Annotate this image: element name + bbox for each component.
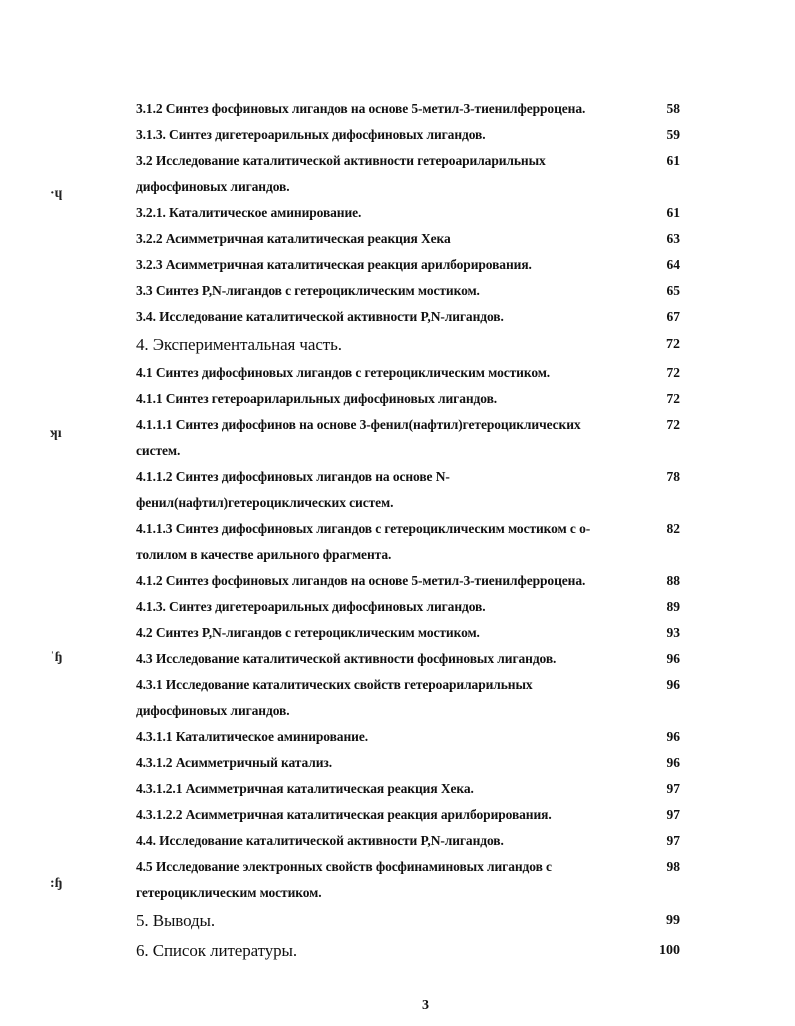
toc-entry-title: 6. Список литературы. <box>136 941 298 960</box>
toc-entry <box>136 122 680 148</box>
toc-entry <box>136 620 680 646</box>
scan-margin-mark: ʞı <box>50 426 62 441</box>
scan-margin-mark: ·ɥ <box>50 186 63 201</box>
toc-entry <box>136 516 680 568</box>
toc-entry-title: 3.2.3 Асимметричная каталитическая реакция арилборирования. <box>136 257 532 272</box>
toc-entry-page: 72 <box>666 365 680 380</box>
toc-entry-title: 3.3 Синтез P,N-лигандов с гетероциклическим мостиком. <box>136 283 480 298</box>
toc-entry-page: 61 <box>666 153 680 168</box>
toc-entry-page: 96 <box>666 651 680 666</box>
toc-entry-title: 4.3 Исследование каталитической активности фосфиновых лигандов. <box>136 651 557 666</box>
toc-entry-page: 96 <box>666 677 680 692</box>
toc-entry <box>136 412 680 464</box>
toc-entry-page: 58 <box>666 101 680 116</box>
toc-entry <box>136 568 680 594</box>
toc-entry-title: 4.1.1 Синтез гетероариларильных дифосфиновых лигандов. <box>136 391 498 406</box>
toc-entry-page: 98 <box>666 859 680 874</box>
scan-margin-mark: ˈɧ <box>50 650 63 665</box>
table-of-contents <box>136 96 680 966</box>
toc-entry-title: 3.2 Исследование каталитической активности гетероариларильных дифосфиновых лигандов. <box>136 153 546 194</box>
page-number: 3 <box>422 998 429 1013</box>
toc-entry-title: 4.5 Исследование электронных свойств фосфинаминовых лигандов с гетероциклическим мостиком. <box>136 859 552 900</box>
toc-entry-page: 63 <box>666 231 680 246</box>
toc-entry <box>136 464 680 516</box>
toc-entry <box>136 330 680 360</box>
toc-entry <box>136 854 680 906</box>
toc-entry-title: 4.3.1 Исследование каталитических свойств гетероариларильных дифосфиновых лигандов. <box>136 677 533 718</box>
toc-entry <box>136 672 680 724</box>
toc-entry <box>136 148 680 200</box>
toc-entry <box>136 906 680 936</box>
toc-entry-page: 59 <box>666 127 680 142</box>
toc-entry-title: 4.1.2 Синтез фосфиновых лигандов на основе 5-метил-3-тиенилферроцена. <box>136 573 586 588</box>
toc-entry-title: 4.1.1.2 Синтез дифосфиновых лигандов на основе N-фенил(нафтил)гетероциклических систем. <box>136 469 450 510</box>
toc-entry-page: 97 <box>666 807 680 822</box>
toc-entry-title: 4.3.1.1 Каталитическое аминирование. <box>136 729 368 744</box>
toc-entry-page: 65 <box>666 283 680 298</box>
toc-entry-page: 61 <box>666 205 680 220</box>
toc-entry-page: 72 <box>666 417 680 432</box>
toc-entry-title: 4.1.1.3 Синтез дифосфиновых лигандов с гетероциклическим мостиком с о-толилом в качестве арильного фрагмента. <box>136 521 591 562</box>
toc-entry-title: 4.4. Исследование каталитической активности P,N-лигандов. <box>136 833 504 848</box>
toc-entry-page: 96 <box>666 755 680 770</box>
toc-entry <box>136 646 680 672</box>
toc-entry <box>136 200 680 226</box>
toc-entry <box>136 776 680 802</box>
toc-entry-title: 4.3.1.2.2 Асимметричная каталитическая реакция арилборирования. <box>136 807 552 822</box>
toc-entry-page: 97 <box>666 781 680 796</box>
toc-entry-title: 3.2.1. Каталитическое аминирование. <box>136 205 362 220</box>
toc-entry <box>136 828 680 854</box>
toc-entry-page: 97 <box>666 833 680 848</box>
toc-entry-page: 67 <box>666 309 680 324</box>
toc-entry-page: 89 <box>666 599 680 614</box>
toc-entry-page: 72 <box>666 337 680 352</box>
toc-entry-title: 4.1.1.1 Синтез дифосфинов на основе 3-фенил(нафтил)гетероциклических систем. <box>136 417 581 458</box>
toc-entry <box>136 252 680 278</box>
toc-entry <box>136 226 680 252</box>
toc-entry <box>136 750 680 776</box>
toc-entry <box>136 936 680 966</box>
toc-entry <box>136 96 680 122</box>
toc-entry-title: 3.4. Исследование каталитической активности P,N-лигандов. <box>136 309 504 324</box>
toc-entry-page: 99 <box>666 913 680 928</box>
toc-entry-page: 93 <box>666 625 680 640</box>
toc-entry-page: 64 <box>666 257 680 272</box>
toc-entry-title: 3.1.2 Синтез фосфиновых лигандов на основе 5-метил-3-тиенилферроцена. <box>136 101 586 116</box>
toc-entry <box>136 304 680 330</box>
toc-entry-page: 96 <box>666 729 680 744</box>
toc-entry <box>136 802 680 828</box>
toc-entry-title: 3.1.3. Синтез дигетероарильных дифосфиновых лигандов. <box>136 127 486 142</box>
toc-entry-title: 4.2 Синтез P,N-лигандов с гетероциклическим мостиком. <box>136 625 480 640</box>
toc-entry-title: 4.1 Синтез дифосфиновых лигандов с гетероциклическим мостиком. <box>136 365 551 380</box>
toc-entry-title: 4.1.3. Синтез дигетероарильных дифосфиновых лигандов. <box>136 599 486 614</box>
toc-entry-title: 4.3.1.2 Асимметричный катализ. <box>136 755 333 770</box>
toc-entry <box>136 360 680 386</box>
toc-entry <box>136 278 680 304</box>
toc-entry <box>136 594 680 620</box>
toc-entry-title: 3.2.2 Асимметричная каталитическая реакция Хека <box>136 231 451 246</box>
toc-entry-page: 78 <box>666 469 680 484</box>
scan-margin-mark: :ɧ <box>50 876 63 891</box>
toc-entry-page: 82 <box>666 521 680 536</box>
toc-entry <box>136 724 680 750</box>
toc-entry-title: 4.3.1.2.1 Асимметричная каталитическая реакция Хека. <box>136 781 474 796</box>
toc-entry-page: 72 <box>666 391 680 406</box>
toc-entry-page: 88 <box>666 573 680 588</box>
toc-entry-title: 4. Экспериментальная часть. <box>136 335 342 354</box>
toc-entry-page: 100 <box>659 943 680 958</box>
toc-entry <box>136 386 680 412</box>
toc-entry-title: 5. Выводы. <box>136 911 216 930</box>
